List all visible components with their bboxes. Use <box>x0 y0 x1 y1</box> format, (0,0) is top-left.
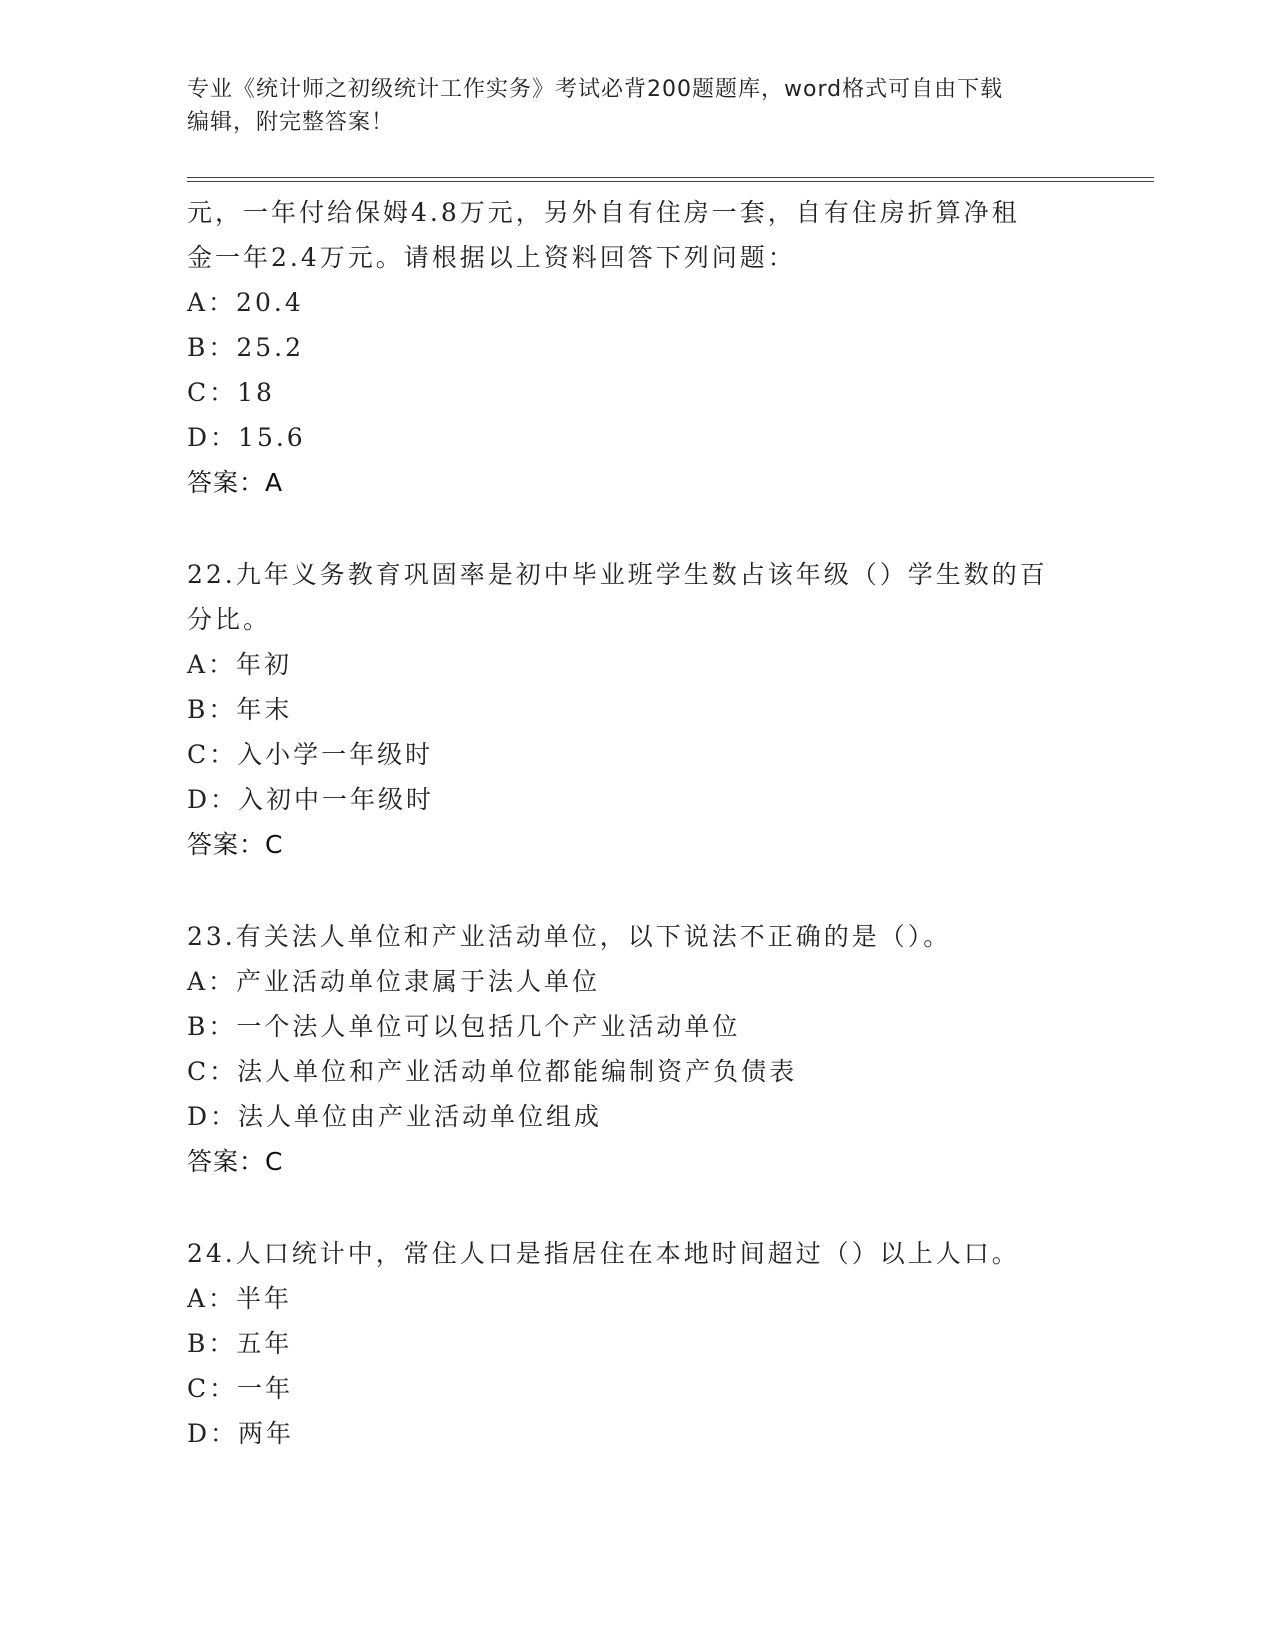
document-body <box>187 190 1087 1456</box>
question-23 <box>187 914 1087 1184</box>
question-text-line: 元，一年付给保姆4.8万元，另外自有住房一套，自有住房折算净租 <box>187 198 1020 227</box>
option-a: A：20.4 <box>187 288 304 317</box>
option-b: B：25.2 <box>187 333 305 362</box>
option-b: B：年末 <box>187 695 293 724</box>
header-divider <box>187 177 1154 182</box>
question-text-line: 23.有关法人单位和产业活动单位，以下说法不正确的是（）。 <box>187 922 952 951</box>
option-a: A：产业活动单位隶属于法人单位 <box>187 967 601 996</box>
question-21-continuation <box>187 190 1087 505</box>
option-c: C：一年 <box>187 1374 294 1403</box>
header-title-line-2: 编辑，附完整答案！ <box>187 110 395 135</box>
document-header <box>187 73 1087 139</box>
option-d: D：入初中一年级时 <box>187 785 435 814</box>
question-22 <box>187 552 1087 867</box>
question-text-line: 24.人口统计中，常住人口是指居住在本地时间超过（）以上人口。 <box>187 1239 1020 1268</box>
option-c: C：入小学一年级时 <box>187 740 434 769</box>
answer-label: 答案：A <box>187 468 284 497</box>
option-d: D：15.6 <box>187 423 306 452</box>
option-b: B：一个法人单位可以包括几个产业活动单位 <box>187 1012 741 1041</box>
header-title-line-1: 专业《统计师之初级统计工作实务》考试必背200题题库，word格式可自由下载 <box>187 77 1004 102</box>
option-a: A：年初 <box>187 650 293 679</box>
question-text-line: 分比。 <box>187 605 272 634</box>
answer-label: 答案：C <box>187 1147 284 1176</box>
option-b: B：五年 <box>187 1329 293 1358</box>
question-text-line: 金一年2.4万元。请根据以上资料回答下列问题： <box>187 243 796 272</box>
option-c: C：18 <box>187 378 275 407</box>
question-24 <box>187 1231 1087 1456</box>
answer-label: 答案：C <box>187 830 284 859</box>
option-d: D：法人单位由产业活动单位组成 <box>187 1102 603 1131</box>
option-a: A：半年 <box>187 1284 293 1313</box>
option-c: C：法人单位和产业活动单位都能编制资产负债表 <box>187 1057 798 1086</box>
question-text-line: 22.九年义务教育巩固率是初中毕业班学生数占该年级（）学生数的百 <box>187 560 1048 589</box>
option-d: D：两年 <box>187 1419 295 1448</box>
